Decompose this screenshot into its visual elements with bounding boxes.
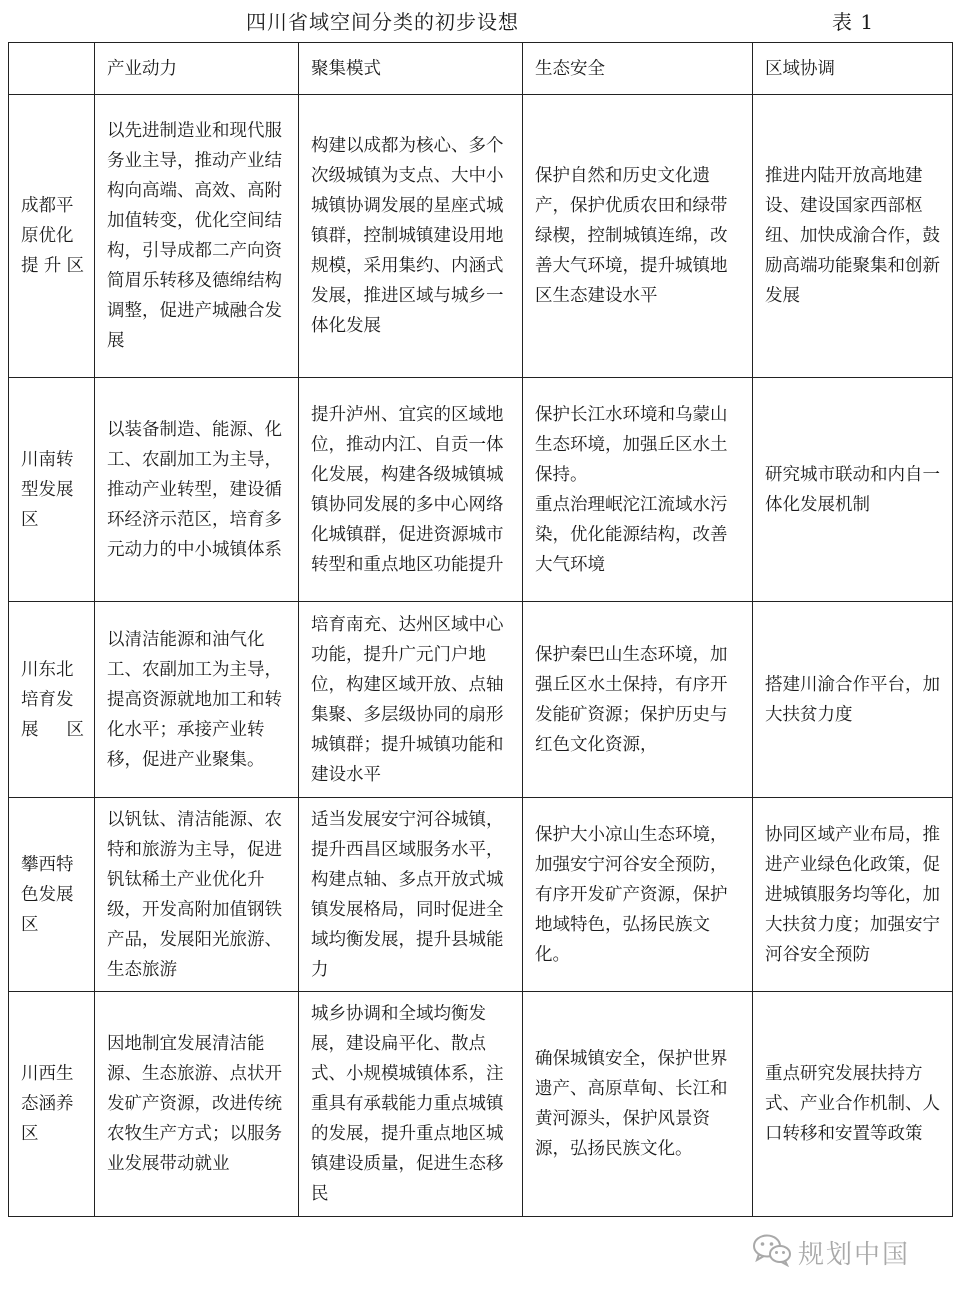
region-name: 成都平原优化提升区 (9, 95, 95, 378)
table-row (9, 95, 953, 378)
coordination-cell: 重点研究发展扶持方式、产业合作机制、人口转移和安置等政策 (753, 992, 953, 1217)
region-name: 川南转型发展区 (9, 378, 95, 602)
header-coordination: 区域协调 (753, 43, 953, 95)
document-title: 四川省域空间分类的初步设想 (246, 10, 519, 34)
table-row (9, 798, 953, 992)
ecology-cell: 确保城镇安全，保护世界遗产、高原草甸、长江和黄河源头，保护风景资源，弘扬民族文化。 (523, 992, 753, 1217)
agglomeration-cell: 构建以成都为核心、多个次级城镇为支点、大中小城镇协调发展的星座式城镇群，控制城镇建设用地规模，采用集约、内涵式发展，推进区域与城乡一体化发展 (299, 95, 523, 378)
industry-cell: 以清洁能源和油气化工、农副加工为主导，提高资源就地加工和转化水平；承接产业转移，促进产业聚集。 (95, 602, 299, 798)
industry-cell: 以装备制造、能源、化工、农副加工为主导，推动产业转型，建设循环经济示范区，培育多元动力的中小城镇体系 (95, 378, 299, 602)
coordination-cell: 推进内陆开放高地建设、建设国家西部枢纽、加快成渝合作，鼓励高端功能聚集和创新发展 (753, 95, 953, 378)
region-name: 攀西特色发展区 (9, 798, 95, 992)
ecology-cell: 保护自然和历史文化遗产，保护优质农田和绿带绿楔，控制城镇连绵，改善大气环境，提升城镇地区生态建设水平 (523, 95, 753, 378)
table-row (9, 378, 953, 602)
ecology-cell: 保护大小凉山生态环境，加强安宁河谷安全预防，有序开发矿产资源，保护地域特色，弘扬民族文化。 (523, 798, 753, 992)
industry-cell: 以钒钛、清洁能源、农特和旅游为主导，促进钒钛稀土产业优化升级，开发高附加值钢铁产品，发展阳光旅游、生态旅游 (95, 798, 299, 992)
watermark-text: 规划中国 (798, 1239, 911, 1270)
header-ecology: 生态安全 (523, 43, 753, 95)
agglomeration-cell: 培育南充、达州区域中心功能，提升广元门户地位，构建区域开放、点轴集聚、多层级协同的扇形城镇群；提升城镇功能和建设水平 (299, 602, 523, 798)
watermark (752, 1232, 910, 1272)
table-row (9, 602, 953, 798)
table-row (9, 992, 953, 1217)
title-bar (0, 6, 960, 38)
coordination-cell: 协同区域产业布局，推进产业绿色化政策，促进城镇服务均等化，加大扶贫力度；加强安宁河谷安全预防 (753, 798, 953, 992)
coordination-cell: 研究城市联动和内自一体化发展机制 (753, 378, 953, 602)
region-name: 川东北培育发展区 (9, 602, 95, 798)
ecology-cell: 保护长江水环境和乌蒙山生态环境，加强丘区水土保持。 重点治理岷沱江流域水污染，优化能源结构，改善大气环境 (523, 378, 753, 602)
agglomeration-cell: 提升泸州、宜宾的区域地位，推动内江、自贡一体化发展，构建各级城镇城镇协同发展的多中心网络化城镇群，促进资源城市转型和重点地区功能提升 (299, 378, 523, 602)
industry-cell: 因地制宜发展清洁能源、生态旅游、点状开发矿产资源，改进传统农牧生产方式；以服务业发展带动就业 (95, 992, 299, 1217)
region-name: 川西生态涵养区 (9, 992, 95, 1217)
industry-cell: 以先进制造业和现代服务业主导，推动产业结构向高端、高效、高附加值转变，优化空间结构，引导成都二产向资简眉乐转移及德绵结构调整，促进产城融合发展 (95, 95, 299, 378)
agglomeration-cell: 适当发展安宁河谷城镇，提升西昌区域服务水平，构建点轴、多点开放式城镇发展格局，同时促进全域均衡发展，提升县城能力 (299, 798, 523, 992)
header-agglomeration: 聚集模式 (299, 43, 523, 95)
planning-table (8, 42, 953, 1217)
agglomeration-cell: 城乡协调和全域均衡发展，建设扁平化、散点式、小规模城镇体系，注重具有承载能力重点城镇的发展，提升重点地区城镇建设质量，促进生态移民 (299, 992, 523, 1217)
table-number: 表 1 (832, 10, 875, 34)
coordination-cell: 搭建川渝合作平台，加大扶贫力度 (753, 602, 953, 798)
wechat-icon (752, 1233, 792, 1271)
header-industry: 产业动力 (95, 43, 299, 95)
header-corner-cell (9, 43, 95, 95)
ecology-cell: 保护秦巴山生态环境，加强丘区水土保持，有序开发能矿资源；保护历史与红色文化资源， (523, 602, 753, 798)
table-header-row (9, 43, 953, 95)
